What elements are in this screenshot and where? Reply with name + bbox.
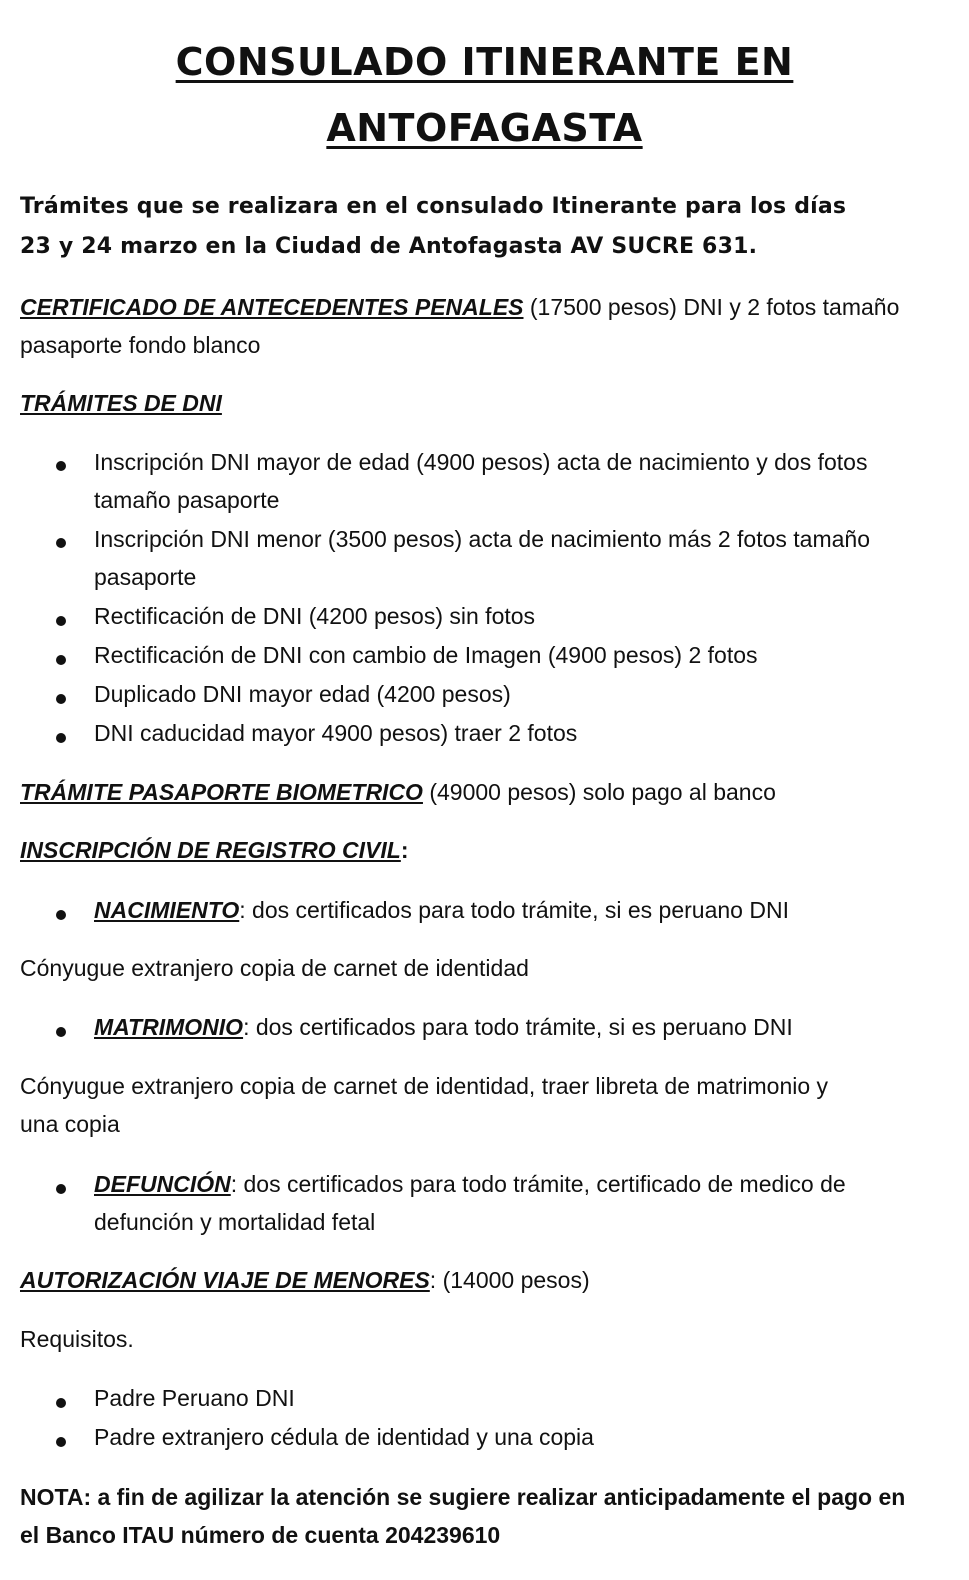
nota-line-1: NOTA: a fin de agilizar la atención se sugiere realizar anticipadamente el pago en xyxy=(20,1484,906,1510)
nacimiento-note: Cónyugue extranjero copia de carnet de identidad xyxy=(20,955,529,981)
intro-line-2: 23 y 24 marzo en la Ciudad de Antofagasta AV SUCRE 631. xyxy=(20,234,758,259)
defuncion-label: DEFUNCIÓN xyxy=(94,1171,231,1197)
matrimonio-note-1: Cónyugue extranjero copia de carnet de identidad, traer libreta de matrimonio y xyxy=(20,1073,829,1099)
intro-line-1: Trámites que se realizara en el consulado Itinerante para los días xyxy=(20,194,847,219)
defuncion-text: : dos certificados para todo trámite, certificado de medico de xyxy=(230,1171,846,1197)
nacimiento-label: NACIMIENTO xyxy=(94,897,240,923)
dni-item-2-line-1: Inscripción DNI menor (3500 pesos) acta de nacimiento más 2 fotos tamaño xyxy=(94,526,870,552)
pasaporte-paragraph xyxy=(20,773,940,811)
bullet-icon xyxy=(56,1184,66,1194)
dni-section-heading xyxy=(20,384,940,422)
bullet-icon xyxy=(56,694,66,704)
bullet-icon xyxy=(56,733,66,743)
registro-paragraph xyxy=(20,831,940,869)
dni-item-1-line-1: Inscripción DNI mayor de edad (4900 pesos) acta de nacimiento y dos fotos xyxy=(94,449,868,475)
autorizacion-heading: AUTORIZACIÓN VIAJE DE MENORES xyxy=(20,1267,430,1293)
requisito-item-1: Padre Peruano DNI xyxy=(94,1385,295,1411)
dni-item-2-line-2: pasaporte xyxy=(94,564,197,590)
matrimonio-item xyxy=(94,1008,940,1046)
matrimonio-note-2: una copia xyxy=(20,1111,120,1137)
antecedentes-heading: CERTIFICADO DE ANTECEDENTES PENALES xyxy=(20,294,524,320)
defuncion-text-2: defunción y mortalidad fetal xyxy=(94,1209,376,1235)
dni-item-6: DNI caducidad mayor 4900 pesos) traer 2 fotos xyxy=(94,720,578,746)
requisitos-label: Requisitos. xyxy=(20,1326,134,1352)
bullet-icon xyxy=(56,1398,66,1408)
bullet-icon xyxy=(56,1027,66,1037)
antecedentes-text: (17500 pesos) DNI y 2 fotos tamaño xyxy=(523,294,900,320)
dni-item-3: Rectificación de DNI (4200 pesos) sin fotos xyxy=(94,603,536,629)
dni-heading: TRÁMITES DE DNI xyxy=(20,390,222,416)
antecedentes-text-2: pasaporte fondo blanco xyxy=(20,332,261,358)
bullet-icon xyxy=(56,538,66,548)
matrimonio-label: MATRIMONIO xyxy=(94,1014,244,1040)
bullet-icon xyxy=(56,655,66,665)
bullet-icon xyxy=(56,461,66,471)
bullet-icon xyxy=(56,910,66,920)
registro-heading: INSCRIPCIÓN DE REGISTRO CIVIL xyxy=(20,837,401,863)
title-line-1: CONSULADO ITINERANTE EN xyxy=(175,40,794,84)
registro-colon: : xyxy=(400,837,409,863)
pasaporte-text: (49000 pesos) solo pago al banco xyxy=(422,779,776,805)
nota-line-2: el Banco ITAU número de cuenta 204239610 xyxy=(20,1522,501,1548)
defuncion-item xyxy=(94,1165,940,1203)
antecedentes-paragraph xyxy=(20,288,940,326)
autorizacion-text: : (14000 pesos) xyxy=(429,1267,590,1293)
matrimonio-text: : dos certificados para todo trámite, si es peruano DNI xyxy=(243,1014,793,1040)
dni-item-1-line-2: tamaño pasaporte xyxy=(94,487,280,513)
nacimiento-item xyxy=(94,891,940,929)
bullet-icon xyxy=(56,1437,66,1447)
requisito-item-2: Padre extranjero cédula de identidad y una copia xyxy=(94,1424,594,1450)
dni-item-5: Duplicado DNI mayor edad (4200 pesos) xyxy=(94,681,511,707)
title-line-2: ANTOFAGASTA xyxy=(326,106,643,150)
autorizacion-paragraph xyxy=(20,1261,940,1299)
pasaporte-heading: TRÁMITE PASAPORTE BIOMETRICO xyxy=(20,779,423,805)
nacimiento-text: : dos certificados para todo trámite, si es peruano DNI xyxy=(239,897,789,923)
dni-item-4: Rectificación de DNI con cambio de Imagen (4900 pesos) 2 fotos xyxy=(94,642,758,668)
bullet-icon xyxy=(56,616,66,626)
